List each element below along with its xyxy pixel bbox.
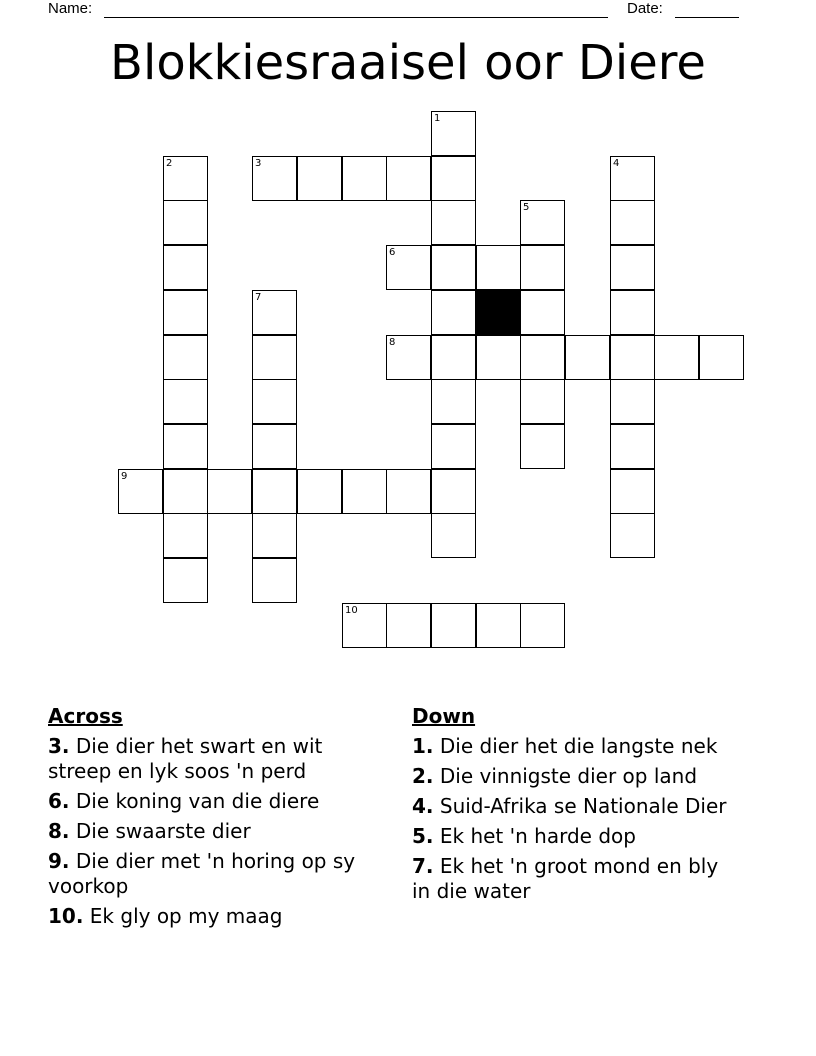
- grid-cell[interactable]: [252, 424, 297, 469]
- grid-cell[interactable]: [654, 335, 699, 380]
- clue-number: 3.: [48, 734, 70, 758]
- clue-text: Die dier met 'n horing op sy voorkop: [48, 849, 356, 898]
- grid-cell[interactable]: [386, 245, 431, 290]
- clue-number: 9.: [48, 849, 70, 873]
- grid-cell[interactable]: [386, 603, 431, 648]
- grid-cell[interactable]: [386, 335, 431, 380]
- grid-cell[interactable]: [610, 379, 655, 424]
- grid-cell[interactable]: [252, 156, 297, 201]
- grid-cell[interactable]: [342, 156, 387, 201]
- clue-down-5: [412, 824, 742, 849]
- grid-cell[interactable]: [252, 469, 297, 514]
- grid-cell[interactable]: [610, 245, 655, 290]
- grid-cell[interactable]: [431, 513, 476, 558]
- clue-down-4: [412, 794, 742, 819]
- clue-text: Die dier het die langste nek: [439, 734, 718, 758]
- cell-number: 9: [121, 471, 128, 482]
- cell-number: 5: [523, 202, 530, 213]
- grid-cell[interactable]: [520, 603, 565, 648]
- grid-cell[interactable]: [163, 156, 208, 201]
- black-cell: [476, 290, 521, 335]
- clue-text: Die koning van die diere: [75, 789, 320, 813]
- grid-cell[interactable]: [386, 469, 431, 514]
- grid-cell[interactable]: [431, 200, 476, 245]
- grid-cell[interactable]: [252, 558, 297, 603]
- grid-cell[interactable]: [342, 469, 387, 514]
- grid-cell[interactable]: [297, 469, 342, 514]
- clue-down-7: [412, 854, 742, 904]
- cell-number: 1: [434, 113, 441, 124]
- clue-text: Die dier het swart en wit streep en lyk soos 'n perd: [48, 734, 323, 783]
- clue-text: Ek het 'n groot mond en bly in die water: [412, 854, 719, 903]
- grid-cell[interactable]: [610, 469, 655, 514]
- grid-cell[interactable]: [431, 156, 476, 201]
- clue-across-8: [48, 819, 378, 844]
- grid-cell[interactable]: [565, 335, 610, 380]
- grid-cell[interactable]: [431, 290, 476, 335]
- grid-cell[interactable]: [252, 290, 297, 335]
- grid-cell[interactable]: [297, 156, 342, 201]
- grid-cell[interactable]: [252, 335, 297, 380]
- clue-text: Ek gly op my maag: [89, 904, 283, 928]
- grid-cell[interactable]: [699, 335, 744, 380]
- grid-cell[interactable]: [610, 200, 655, 245]
- clue-number: 2.: [412, 764, 434, 788]
- down-clues: [412, 702, 742, 909]
- clue-text: Die vinnigste dier op land: [439, 764, 698, 788]
- grid-cell[interactable]: [476, 335, 521, 380]
- grid-cell[interactable]: [520, 245, 565, 290]
- cell-number: 4: [613, 158, 620, 169]
- grid-cell[interactable]: [431, 111, 476, 156]
- grid-cell[interactable]: [431, 469, 476, 514]
- clue-number: 1.: [412, 734, 434, 758]
- across-clues: [48, 702, 378, 934]
- down-heading: Down: [412, 704, 476, 728]
- grid-cell[interactable]: [207, 469, 252, 514]
- grid-cell[interactable]: [431, 379, 476, 424]
- grid-cell[interactable]: [520, 335, 565, 380]
- grid-cell[interactable]: [520, 290, 565, 335]
- clue-number: 5.: [412, 824, 434, 848]
- grid-cell[interactable]: [386, 156, 431, 201]
- grid-cell[interactable]: [163, 200, 208, 245]
- grid-cell[interactable]: [163, 558, 208, 603]
- grid-cell[interactable]: [476, 245, 521, 290]
- clue-text: Suid-Afrika se Nationale Dier: [439, 794, 727, 818]
- cell-number: 3: [255, 158, 262, 169]
- clue-number: 4.: [412, 794, 434, 818]
- cell-number: 10: [345, 605, 358, 616]
- grid-cell[interactable]: [252, 379, 297, 424]
- grid-cell[interactable]: [431, 335, 476, 380]
- date-label: Date:: [627, 0, 663, 17]
- grid-cell[interactable]: [342, 603, 387, 648]
- grid-cell[interactable]: [476, 603, 521, 648]
- clue-down-2: [412, 764, 742, 789]
- grid-cell[interactable]: [163, 469, 208, 514]
- grid-cell[interactable]: [163, 513, 208, 558]
- across-heading: Across: [48, 704, 123, 728]
- grid-cell[interactable]: [431, 245, 476, 290]
- clue-text: Die swaarste dier: [75, 819, 251, 843]
- grid-cell[interactable]: [118, 469, 163, 514]
- page-title: Blokkiesraaisel oor Diere: [110, 35, 706, 91]
- clue-across-6: [48, 789, 378, 814]
- clue-number: 7.: [412, 854, 434, 878]
- grid-cell[interactable]: [163, 379, 208, 424]
- grid-cell[interactable]: [610, 156, 655, 201]
- grid-cell[interactable]: [520, 424, 565, 469]
- grid-cell[interactable]: [431, 424, 476, 469]
- clue-across-3: [48, 734, 378, 784]
- name-label: Name:: [48, 0, 93, 17]
- grid-cell[interactable]: [431, 603, 476, 648]
- cell-number: 8: [389, 337, 396, 348]
- grid-cell[interactable]: [163, 424, 208, 469]
- clue-number: 6.: [48, 789, 70, 813]
- grid-cell[interactable]: [163, 335, 208, 380]
- clue-down-1: [412, 734, 742, 759]
- grid-cell[interactable]: [610, 335, 655, 380]
- grid-cell[interactable]: [163, 245, 208, 290]
- clue-across-9: [48, 849, 378, 899]
- grid-cell[interactable]: [520, 379, 565, 424]
- clue-number: 8.: [48, 819, 70, 843]
- clue-across-10: [48, 904, 378, 929]
- clue-number: 10.: [48, 904, 84, 928]
- grid-cell[interactable]: [252, 513, 297, 558]
- cell-number: 7: [255, 292, 262, 303]
- grid-cell[interactable]: [520, 200, 565, 245]
- grid-cell[interactable]: [610, 513, 655, 558]
- clue-text: Ek het 'n harde dop: [439, 824, 636, 848]
- cell-number: 6: [389, 247, 396, 258]
- grid-cell[interactable]: [610, 290, 655, 335]
- cell-number: 2: [166, 158, 173, 169]
- grid-cell[interactable]: [163, 290, 208, 335]
- grid-cell[interactable]: [610, 424, 655, 469]
